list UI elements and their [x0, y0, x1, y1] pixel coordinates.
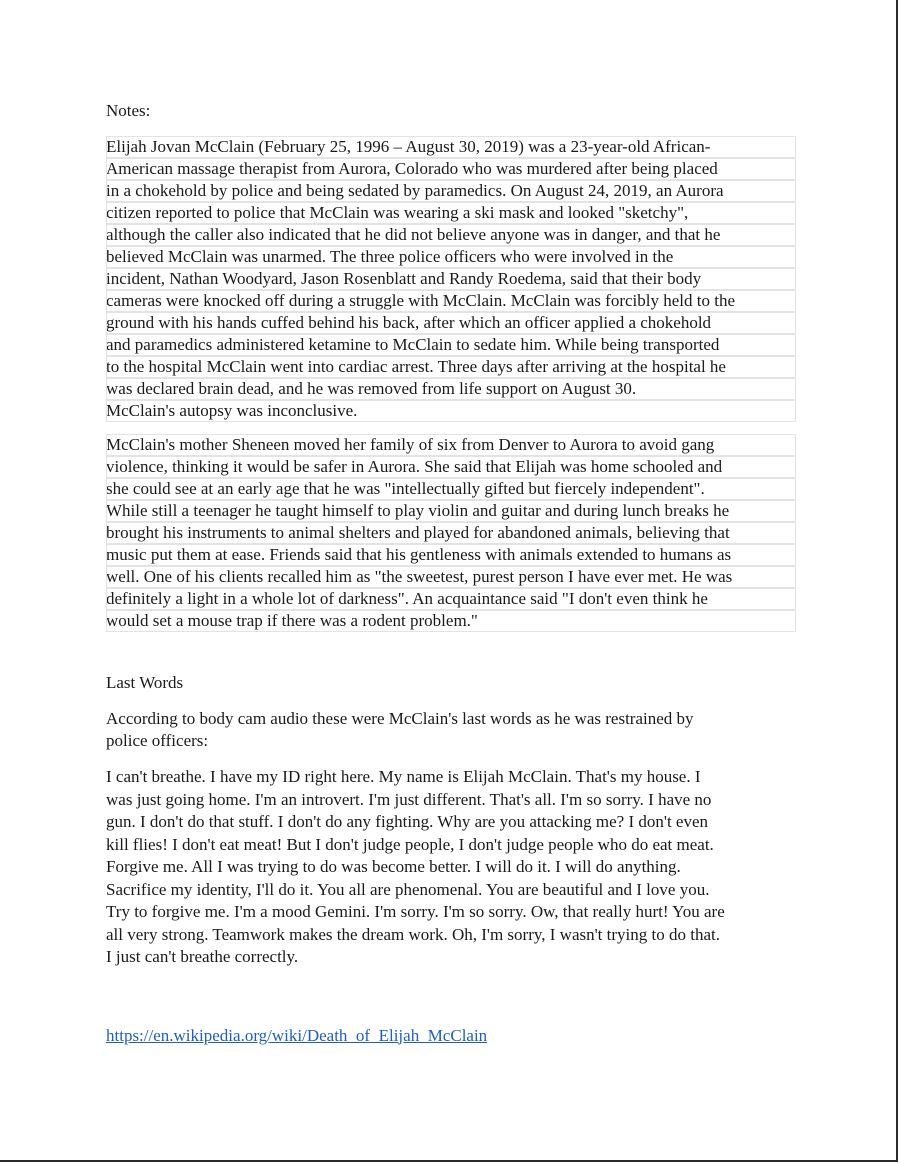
paragraph-line: Elijah Jovan McClain (February 25, 1996 – August 30, 2019) was a 23-year-old African-	[106, 136, 796, 158]
paragraph-line: citizen reported to police that McClain was wearing a ski mask and looked "sketchy",	[106, 202, 796, 224]
family-paragraph	[106, 434, 796, 632]
last-words-paragraph	[106, 766, 796, 969]
last-words-heading: Last Words	[106, 673, 184, 692]
biography-paragraph	[106, 136, 796, 422]
paragraph-line: well. One of his clients recalled him as "the sweetest, purest person I have ever met. He was	[106, 566, 796, 588]
paragraph-line: believed McClain was unarmed. The three police officers who were involved in the	[106, 246, 796, 268]
intro-paragraph	[106, 708, 796, 752]
paragraph-line: Forgive me. All I was trying to do was become better. I will do it. I will do anything.	[106, 857, 681, 876]
paragraph-line: violence, thinking it would be safer in Aurora. She said that Elijah was home schooled and	[106, 456, 796, 478]
paragraph-line: kill flies! I don't eat meat! But I don't judge people, I don't judge people who do eat meat.	[106, 834, 714, 854]
paragraph-line: was just going home. I'm an introvert. I'm just different. That's all. I'm so sorry. I have no	[106, 789, 712, 809]
paragraph-line: McClain's mother Sheneen moved her family of six from Denver to Aurora to avoid gang	[106, 434, 796, 456]
paragraph-line: cameras were knocked off during a struggle with McClain. McClain was forcibly held to the	[106, 290, 796, 312]
paragraph-line: all very strong. Teamwork makes the dream work. Oh, I'm sorry, I wasn't trying to do that.	[106, 924, 720, 944]
notes-heading: Notes:	[106, 101, 151, 120]
paragraph-line: although the caller also indicated that he did not believe anyone was in danger, and that he	[106, 224, 796, 246]
paragraph-line: McClain's autopsy was inconclusive.	[106, 400, 796, 422]
paragraph-line: would set a mouse trap if there was a rodent problem."	[106, 610, 796, 632]
paragraph-line: brought his instruments to animal shelters and played for abandoned animals, believing that	[106, 522, 796, 544]
paragraph-line: According to body cam audio these were McClain's last words as he was restrained by	[106, 709, 694, 728]
paragraph-line: and paramedics administered ketamine to McClain to sedate him. While being transported	[106, 334, 796, 356]
paragraph-line: music put them at ease. Friends said that his gentleness with animals extended to humans as	[106, 544, 796, 566]
paragraph-line: incident, Nathan Woodyard, Jason Rosenblatt and Randy Roedema, said that their body	[106, 268, 796, 290]
paragraph-line: While still a teenager he taught himself to play violin and guitar and during lunch breaks he	[106, 500, 796, 522]
paragraph-line: in a chokehold by police and being sedated by paramedics. On August 24, 2019, an Aurora	[106, 180, 796, 202]
paragraph-line: ground with his hands cuffed behind his back, after which an officer applied a chokehold	[106, 312, 796, 334]
paragraph-line: police officers:	[106, 731, 209, 750]
paragraph-line: definitely a light in a whole lot of darkness". An acquaintance said "I don't even think he	[106, 588, 796, 610]
paragraph-line: she could see at an early age that he was "intellectually gifted but fiercely independent".	[106, 478, 796, 500]
paragraph-line: Sacrifice my identity, I'll do it. You all are phenomenal. You are beautiful and I love you.	[106, 879, 710, 899]
paragraph-line: Try to forgive me. I'm a mood Gemini. I'm sorry. I'm so sorry. Ow, that really hurt! You are	[106, 902, 725, 921]
paragraph-line: I just can't breathe correctly.	[106, 947, 299, 966]
document-body	[106, 100, 796, 1047]
paragraph-line: I can't breathe. I have my ID right here. My name is Elijah McClain. That's my house. I	[106, 767, 701, 786]
paragraph-line: was declared brain dead, and he was removed from life support on August 30.	[106, 378, 796, 400]
paragraph-line: American massage therapist from Aurora, Colorado who was murdered after being placed	[106, 158, 796, 180]
paragraph-line: gun. I don't do that stuff. I don't do any fighting. Why are you attacking me? I don't even	[106, 812, 709, 831]
wikipedia-link[interactable]: https://en.wikipedia.org/wiki/Death_of_Elijah_McClain	[106, 1025, 488, 1045]
paragraph-line: to the hospital McClain went into cardiac arrest. Three days after arriving at the hospital he	[106, 356, 796, 378]
